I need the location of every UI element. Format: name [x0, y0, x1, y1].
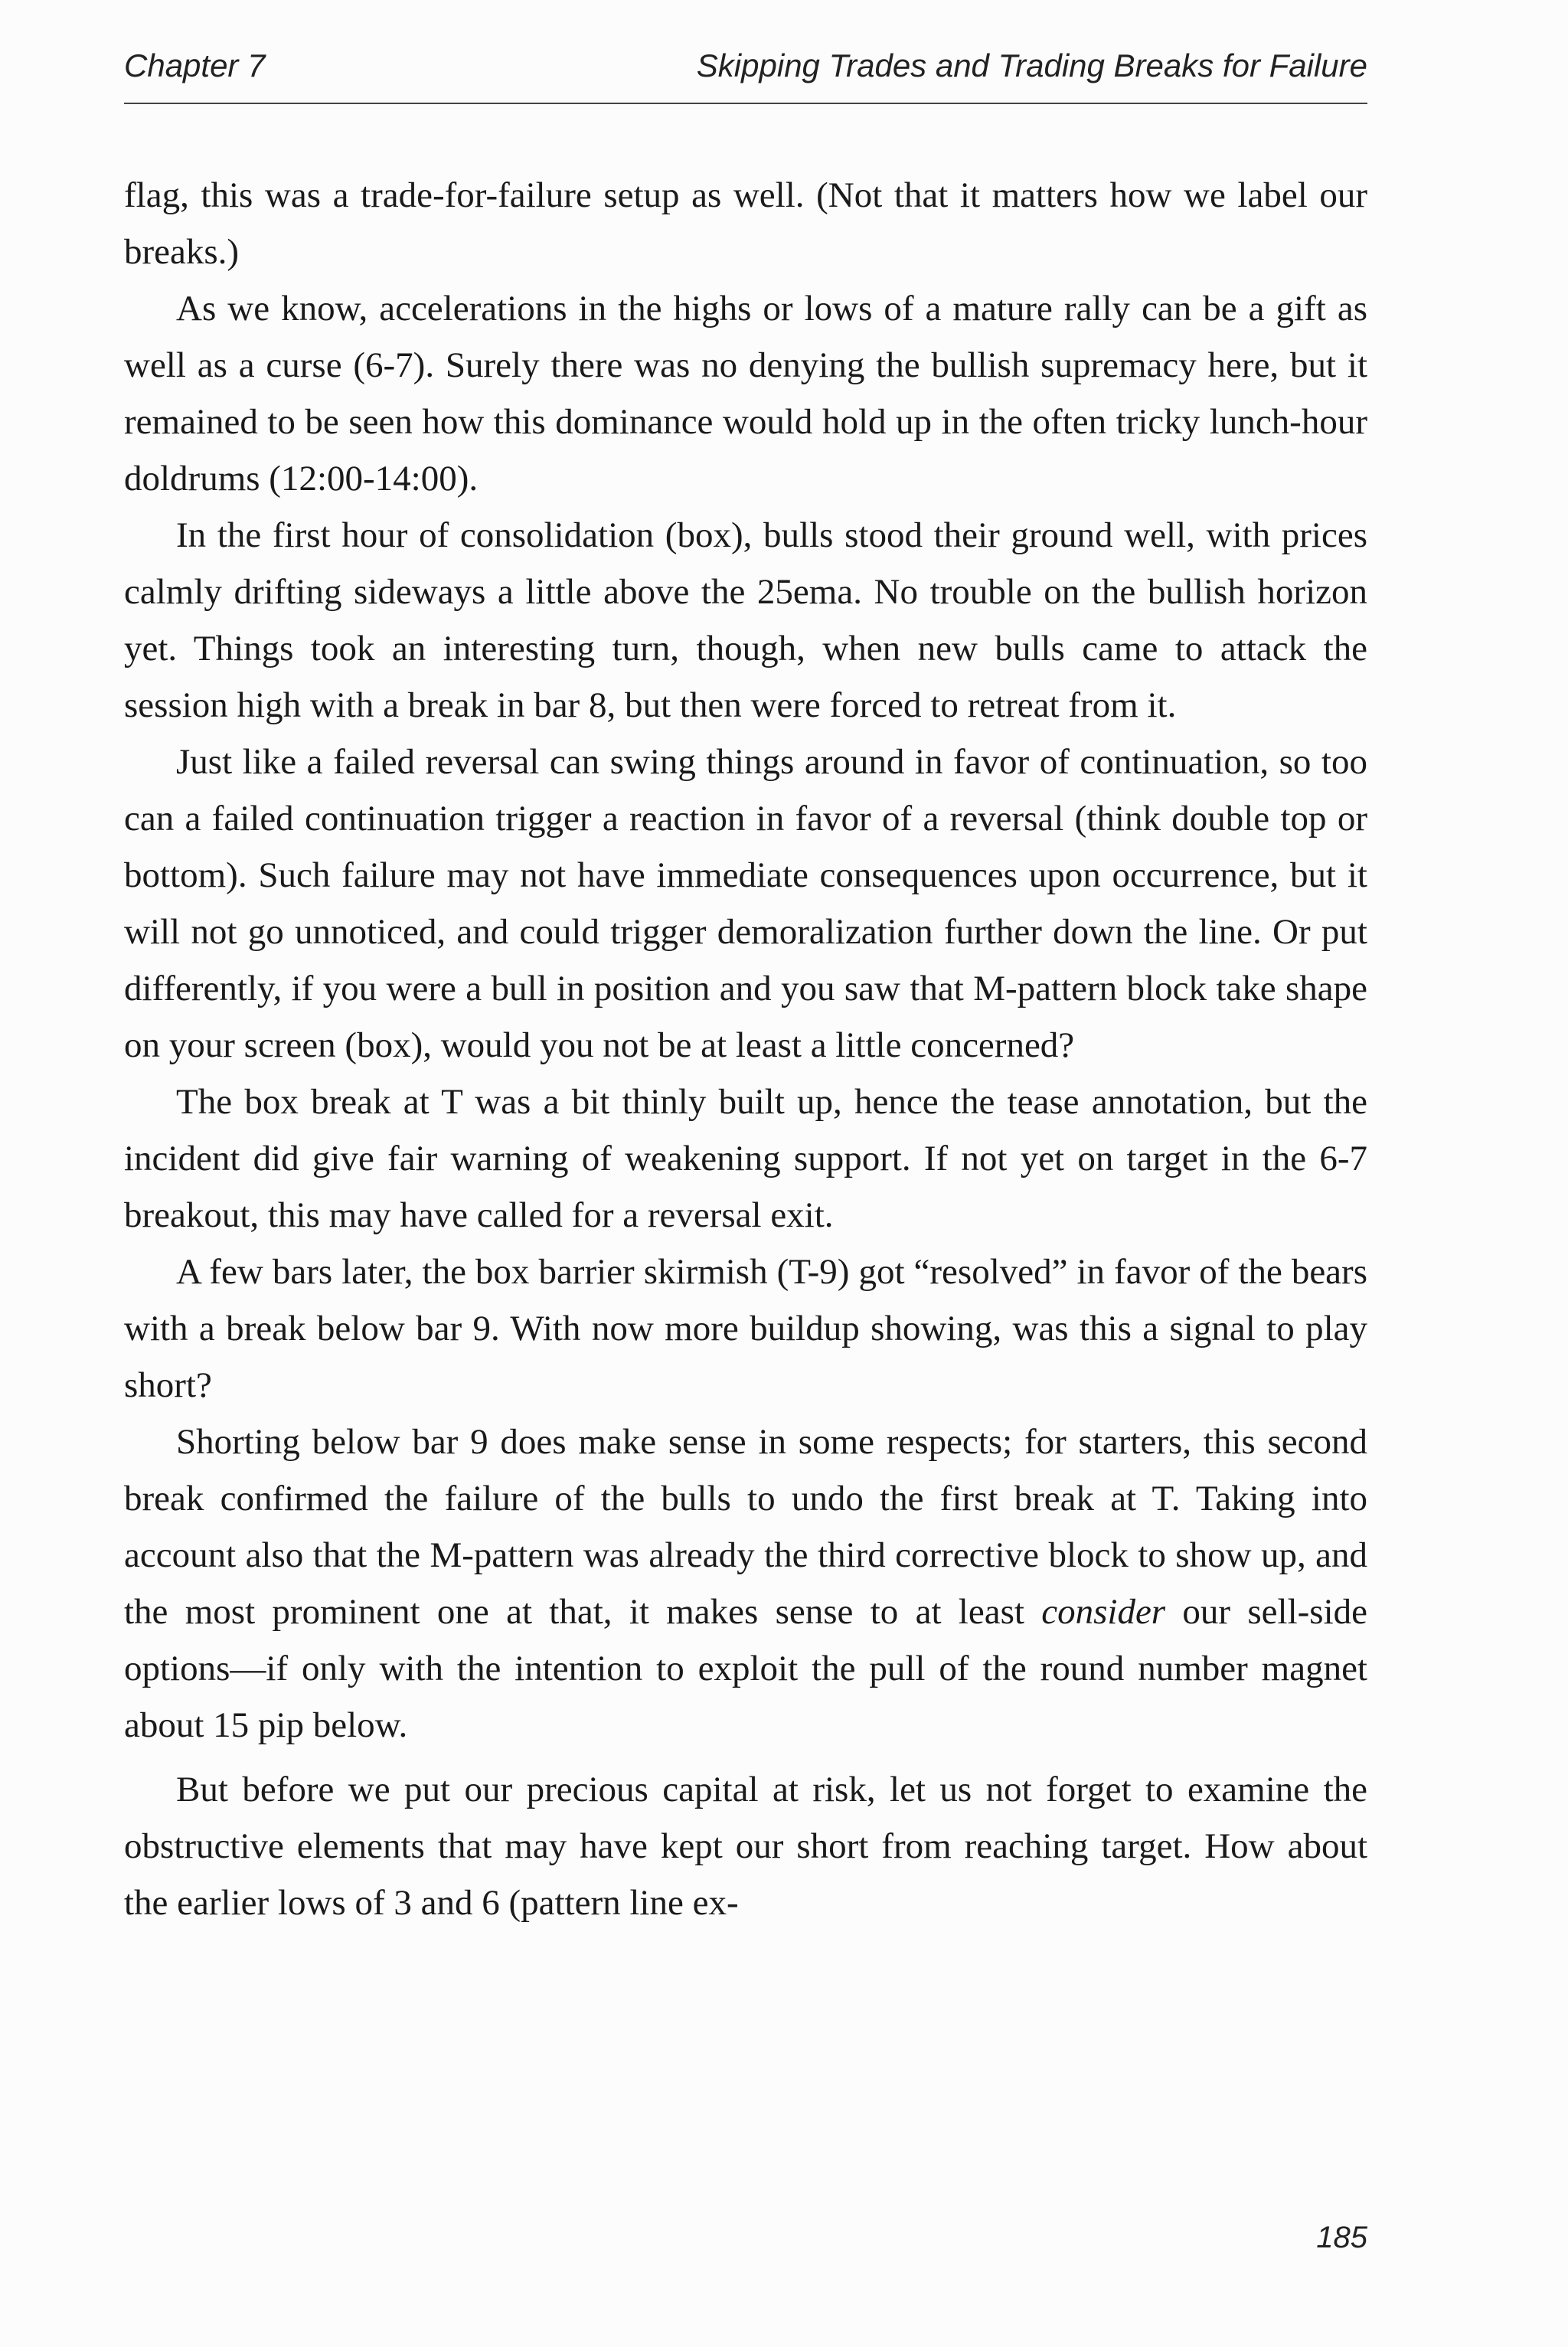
paragraph-text: our sell-side options—if only with the intention to exploit the pull of the round number magnet about 15 pip below.	[124, 1592, 1367, 1745]
running-header	[124, 40, 1367, 104]
paragraph: As we know, accelerations in the highs or lows of a mature rally can be a gift as well as a curse (6-7). Surely there was no denying the bullish supremacy here, but it remained to be seen how this dominance would hold up in the often tricky lunch-hour doldrums (12:00-14:00).	[124, 289, 1367, 498]
paragraph: The box break at T was a bit thinly built up, hence the tease annotation, but the incident did give fair warning of weakening support. If not yet on target in the 6-7 breakout, this may have called for a reversal exit.	[124, 1082, 1367, 1235]
paragraph: A few bars later, the box barrier skirmish (T-9) got “resolved” in favor of the bears with a break below bar 9. With now more buildup showing, was this a signal to play short?	[124, 1252, 1367, 1405]
paragraph: flag, this was a trade-for-failure setup as well. (Not that it matters how we label our breaks.)	[124, 175, 1367, 272]
paragraph: In the first hour of consolidation (box), bulls stood their ground well, with prices calmly drifting sideways a little above the 25ema. No trouble on the bullish horizon yet. Things took an interesting turn, though, when new bulls came to attack the session high with a break in bar 8, but then were forced to retreat from it.	[124, 515, 1367, 725]
paragraph: Just like a failed reversal can swing things around in favor of continuation, so too can a failed continuation trigger a reaction in favor of a reversal (think double top or bottom). Such failure may not have immediate consequences upon occurrence, but it will not go unnoticed, and could trigger demoralization further down the line. Or put differently, if you were a bull in position and you saw that M-pattern block take shape on your screen (box), would you not be at least a little concerned?	[124, 742, 1367, 1065]
page-number: 185	[1316, 2221, 1367, 2254]
paragraph	[124, 1414, 1367, 1754]
paragraph: But before we put our precious capital at risk, let us not forget to examine the obstructive elements that may have kept our short from reaching target. How about the earlier lows of 3 and 6 (pattern line ex-	[124, 1770, 1367, 1923]
body-text	[124, 167, 1367, 1931]
emphasis-text: consider	[1041, 1592, 1166, 1632]
chapter-title: Skipping Trades and Trading Breaks for Failure	[696, 47, 1367, 83]
chapter-label: Chapter 7	[124, 47, 266, 83]
paragraph-text: Shorting below bar 9 does make sense in some respects; for starters, this second break confirmed the failure of the bulls to undo the first break at T. Taking into account also that the M-pattern was already the third corrective block to show up, and the most prominent one at that, it makes sense to at least	[124, 1422, 1367, 1632]
